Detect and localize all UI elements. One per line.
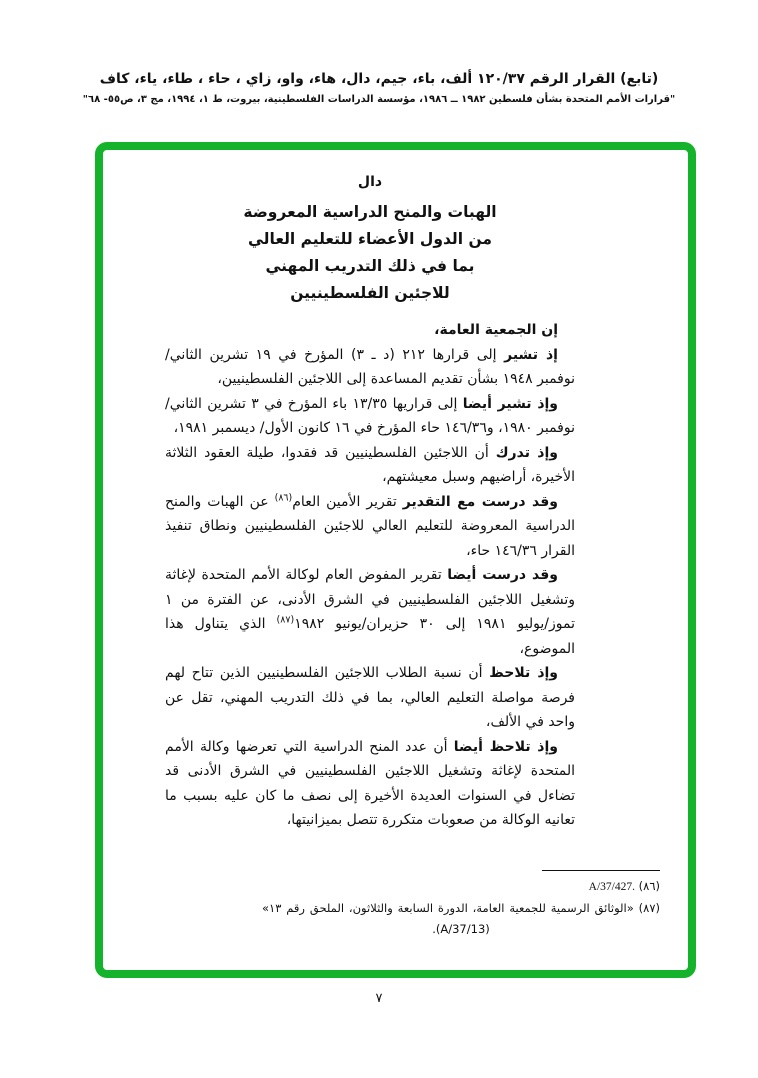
title-line: من الدول الأعضاء للتعليم العالي [248,230,492,248]
header-source-line: "قرارات الأمم المتحدة بشأن فلسطين ١٩٨٢ ــ ١٩٨٦، مؤسسة الدراسات الفلسطينية، بيروت، ط ١، ١٩٩٤، مج ٣، ص٥٥- ٦٨" [82,94,676,105]
footnote-2 [262,898,660,940]
page-number: ٧ [375,991,383,1006]
section-letter: دال [357,174,383,190]
paragraph: وإذ تدرك أن اللاجئين الفلسطينيين قد فقدوا، طيلة العقود الثلاثة الأخيرة، أراضيهم وسبل معيشتهم، [165,444,575,485]
paragraph: وإذ تشير أيضا إلى قراريها ١٣/٣٥ باء المؤرخ في ٣ تشرين الثاني/ نوفمبر ١٩٨٠، و١٤٦/٣٦ حاء المؤرخ في ١٦ كانون الأول/ ديسمبر ١٩٨١، [165,395,575,436]
footnote-2-marker: (٨٧) [638,901,660,915]
doc-title [165,199,575,307]
footnote-1-marker: (٨٦) [638,879,660,893]
title-line: بما في ذلك التدريب المهني [265,257,475,275]
paragraph: وإذ تلاحظ أيضا أن عدد المنح الدراسية التي تعرضها وكالة الأمم المتحدة لإغاثة وتشغيل اللاجئين الفلسطينيين في الشرق الأدنى قد تضاءل في السنوات العديدة الأخيرة إلى نصف ما كان عليه بسبب ما تعانيه الوكالة من صعوبات متكررة تتصل بميزانيتها، [165,738,575,828]
footnote-1 [262,876,660,898]
footnote-marker-sup: (٨٧) [276,614,295,626]
footnote-rule [542,870,660,871]
body-paragraphs [165,318,575,833]
frame-content [103,150,688,970]
page-header [0,71,758,105]
footnote-marker-sup: (٨٦) [274,491,293,503]
green-frame [95,142,696,978]
paragraph: إذ تشير إلى قرارها ٢١٢ (د ـ ٣) المؤرخ في ١٩ تشرين الثاني/ نوفمبر ١٩٤٨ بشأن تقديم المساعدة إلى اللاجئين الفلسطينيين، [165,346,575,387]
footnote-1-ref: A/37/427. [588,881,635,893]
title-line: الهبات والمنح الدراسية المعروضة [243,203,497,221]
footnotes [262,870,660,940]
paragraph: وقد درست أيضا تقرير المفوض العام لوكالة الأمم المتحدة لإغاثة وتشغيل اللاجئين الفلسطينيين في الشرق الأدنى، عن الفترة من ١ تموز/يوليو ١٩٨١ إلى ٣٠ حزيران/يونيو ١٩٨٢$^{(٨٧)}$ الذي يتناول هذا الموضوع، [165,567,575,657]
paragraph: وإذ تلاحظ أن نسبة الطلاب اللاجئين الفلسطينيين الذين تتاح لهم فرصة مواصلة التعليم العالي، بما في ذلك التدريب المهني، تقل عن واحد في الألف، [165,665,575,730]
paragraph: إن الجمعية العامة، [434,322,558,338]
title-line: للاجئين الفلسطينيين [290,284,450,302]
header-resolution-line: (تابع) القرار الرقم ١٢٠/٣٧ ألف، باء، جيم، دال، هاء، واو، زاي ، حاء ، طاء، ياء، كاف [99,71,659,87]
paragraph: وقد درست مع التقدير تقرير الأمين العام$^{(٨٦)}$ عن الهبات والمنح الدراسية المعروضة للتعليم العالي للاجئين الفلسطينيين ونطاق تنفيذ القرار ١٤٦/٣٦ حاء، [165,491,575,559]
footnote-2-text: «الوثائق الرسمية للجمعية العامة، الدورة السابعة والثلاثون، الملحق رقم ١٣» (A/37/13). [262,901,634,936]
